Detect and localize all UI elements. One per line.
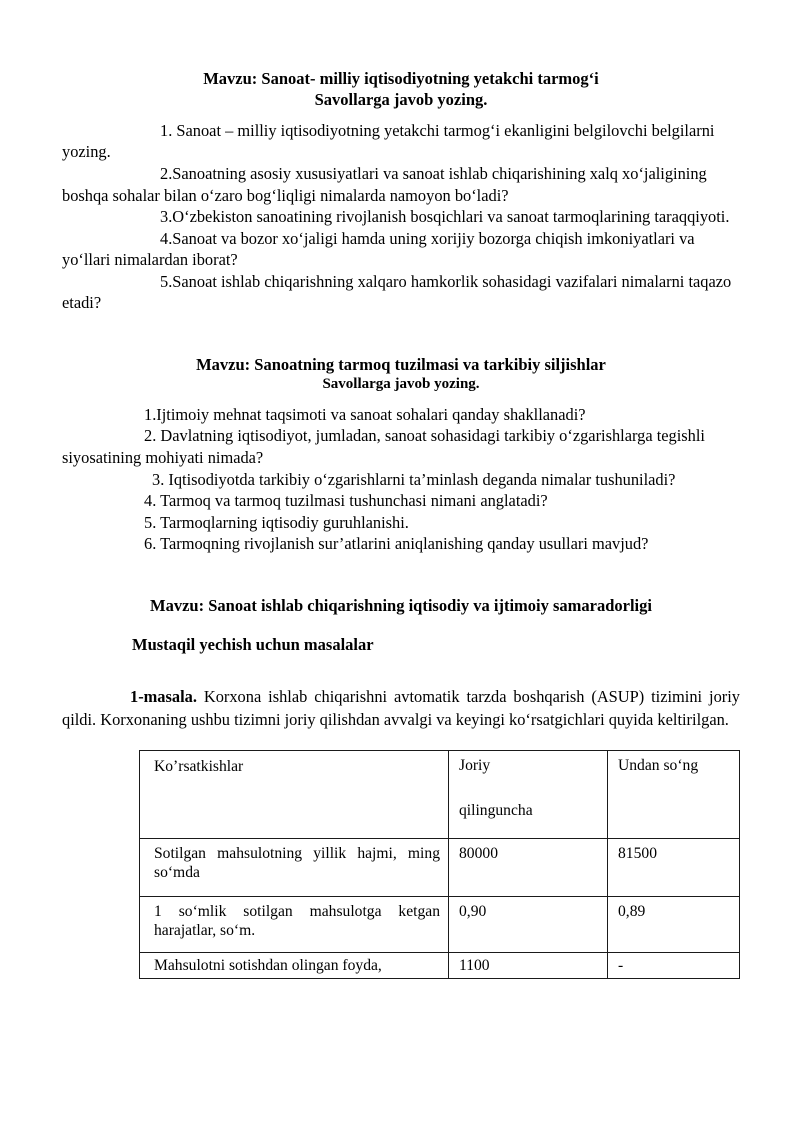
table-header-current (449, 750, 608, 838)
section-3-subheading: Mustaqil yechish uchun masalalar (132, 635, 374, 655)
section-3 (62, 595, 740, 732)
row-1-label: Sotilgan mahsulotning yillik hajmi, ming so‘mda (140, 838, 449, 896)
section-2-subheading: Savollarga javob yozing. (322, 376, 480, 393)
section-1-heading: Mavzu: Sanoat- milliy iqtisodiyotning yetakchi tarmog‘i (203, 69, 599, 88)
row-1-after: 81500 (608, 838, 740, 896)
table-row (140, 896, 740, 952)
problem-1-paragraph (62, 686, 740, 732)
section-2-question-6: 6. Tarmoqning rivojlanish sur’atlarini aniqlanishing qanday usullari mavjud? (144, 534, 649, 554)
spacer (62, 656, 740, 686)
table-header-current-line2: qilinguncha (459, 802, 533, 820)
row-2-label: 1 so‘mlik sotilgan mahsulotga ketgan harajatlar, so‘m. (140, 896, 449, 952)
indicators-table-wrapper (139, 750, 739, 979)
section-1-question-4: 4.Sanoat va bozor xo‘jaligi hamda uning xorijiy bozorga chiqish imkoniyatlari va yo‘llari nimalardan iborat? (62, 228, 695, 270)
spacer (62, 732, 740, 750)
spacer (62, 314, 740, 354)
row-3-after: - (608, 952, 740, 978)
spacer (62, 555, 740, 595)
section-3-heading: Mavzu: Sanoat ishlab chiqarishning iqtisodiy va ijtimoiy samaradorligi (150, 595, 652, 615)
section-2-question-5: 5. Tarmoqlarning iqtisodiy guruhlanishi. (144, 512, 409, 532)
row-2-after: 0,89 (608, 896, 740, 952)
section-2-question-2: 2. Davlatning iqtisodiyot, jumladan, sanoat sohasidagi tarkibiy o‘zgarishlarga tegishli siyosatining mohiyati nimada? (62, 426, 705, 467)
section-2-question-4: 4. Tarmoq va tarmoq tuzilmasi tushunchasi nimani anglatadi? (144, 491, 548, 511)
row-2-current: 0,90 (449, 896, 608, 952)
section-1-question-5: 5.Sanoat ishlab chiqarishning xalqaro hamkorlik sohasidagi vazifalari nimalarni taqazo etadi? (62, 271, 732, 313)
table-header-after: Undan so‘ng (608, 750, 740, 838)
section-2-heading: Mavzu: Sanoatning tarmoq tuzilmasi va tarkibiy siljishlar (196, 354, 606, 374)
row-3-label: Mahsulotni sotishdan olingan foyda, (140, 952, 449, 978)
row-3-current: 1100 (449, 952, 608, 978)
spacer (62, 111, 740, 120)
spacer (62, 616, 740, 634)
table-header-current-line1: Joriy (459, 756, 491, 774)
row-1-current: 80000 (449, 838, 608, 896)
section-2 (62, 354, 740, 555)
section-1-question-3: 3.O‘zbekiston sanoatining rivojlanish bosqichlari va sanoat tarmoqlarining taraqqiyoti. (160, 207, 730, 227)
section-1-question-1: 1. Sanoat – milliy iqtisodiyotning yetakchi tarmog‘i ekanligini belgilovchi belgilarni yozing. (62, 120, 715, 162)
problem-1-text: Korxona ishlab chiqarishni avtomatik tarzda boshqarish (ASUP) tizimini joriy qildi. Korxonaning ushbu tizimni joriy qilishdan avvalgi va keyingi ko‘rsatgichlari quyida keltirilgan. (62, 686, 740, 729)
page-content (62, 68, 740, 979)
section-2-question-1: 1.Ijtimoiy mehnat taqsimoti va sanoat sohalari qanday shakllanadi? (144, 404, 586, 424)
table-header-indicators: Ko’rsatkishlar (140, 750, 449, 838)
section-2-question-3: 3. Iqtisodiyotda tarkibiy o‘zgarishlarni ta’minlash deganda nimalar tushuniladi? (152, 469, 676, 489)
section-1 (62, 68, 740, 314)
table-header-row (140, 750, 740, 838)
problem-1-label: 1-masala. (130, 686, 197, 706)
table-row (140, 838, 740, 896)
section-1-question-2: 2.Sanoatning asosiy xususiyatlari va sanoat ishlab chiqarishining xalq xo‘jaligining boshqa sohalar bilan o‘zaro bog‘liqligi nimalarda namoyon bo‘ladi? (62, 164, 707, 205)
table-row (140, 952, 740, 978)
indicators-table (139, 750, 740, 979)
spacer (62, 395, 740, 404)
section-1-subheading: Savollarga javob yozing. (314, 90, 488, 110)
